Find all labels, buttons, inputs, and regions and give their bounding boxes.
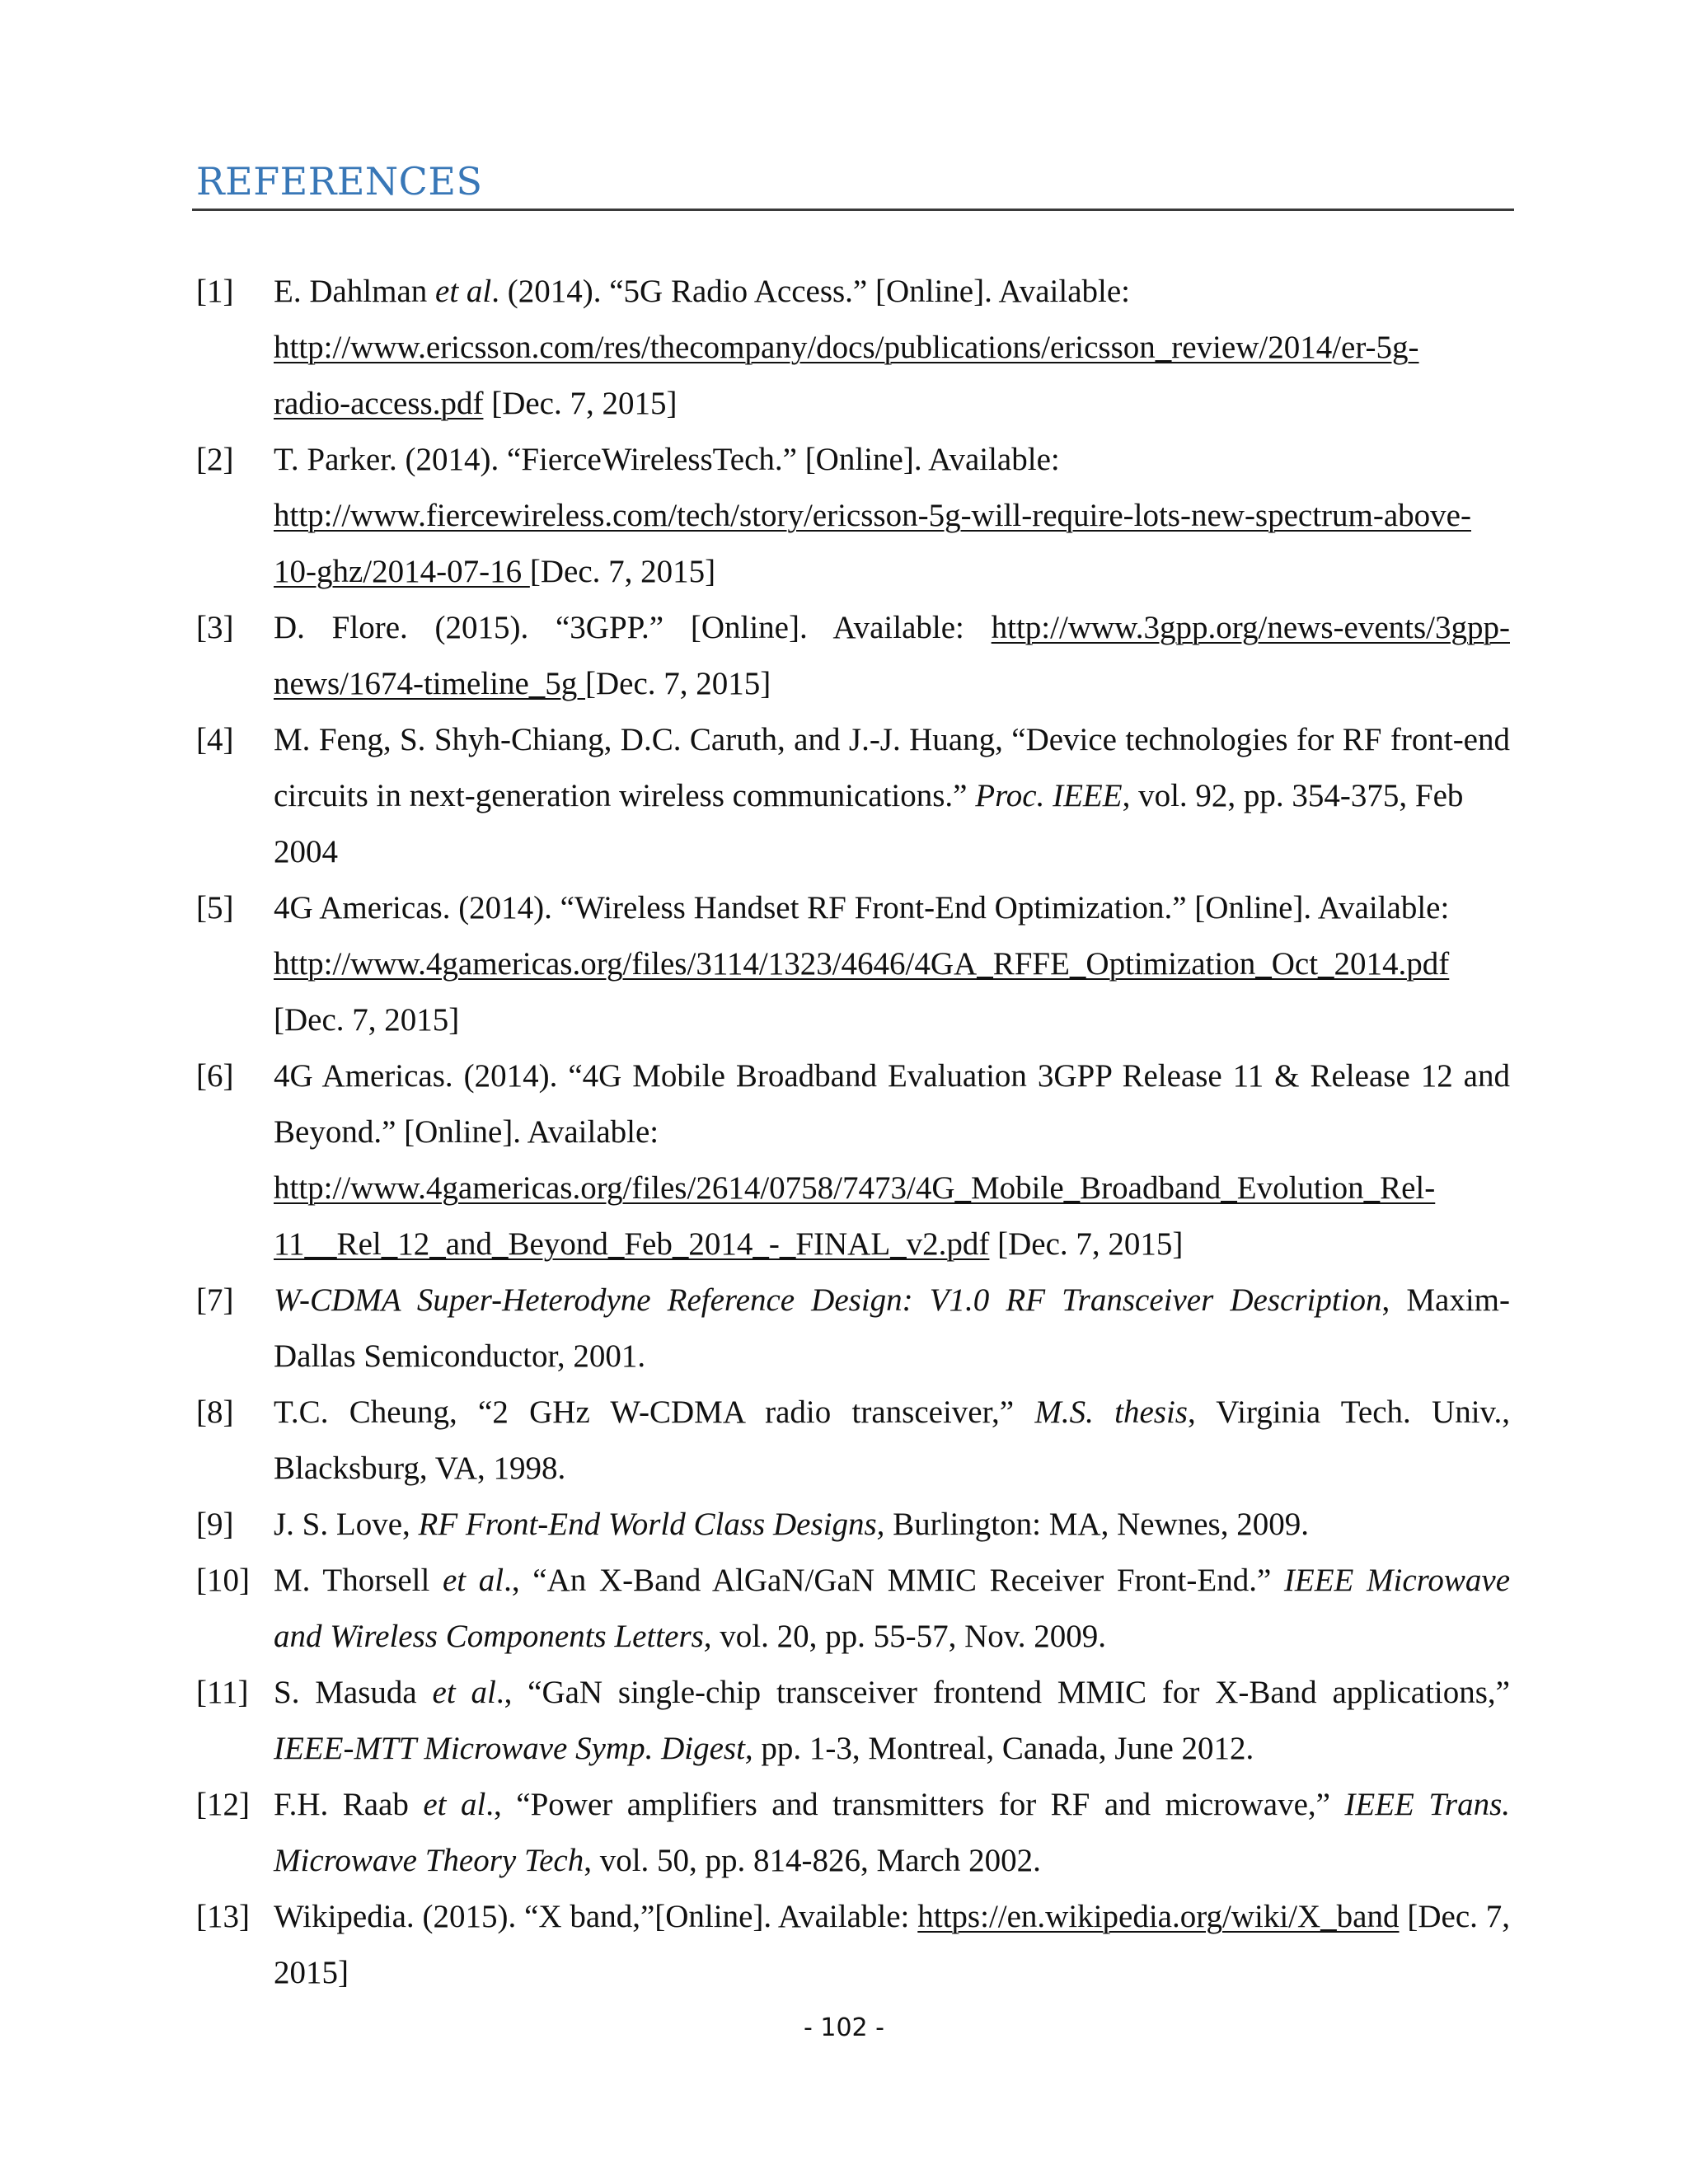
reference-text: T. Parker. (2014). “FierceWirelessTech.” [Online]. Available: http://www.fiercewireless.com/tech/story/ericsson-5g-will-require-lots-new-spectrum-above- 10-ghz/2014-07-16 [Dec. 7, 2015] [274,442,1471,589]
reference-text: W-CDMA Super-Heterodyne Reference Design: V1.0 RF Transceiver Description, Maxim-Dallas Semiconductor, 2001. [274,1282,1510,1374]
reference-item: [3] D. Flore. (2015). “3GPP.” [Online]. Available: http://www.3gpp.org/news-events/3gpp- news/1674-timeline_5g [Dec. 7, 2015] [0,600,1688,712]
reference-item [0,712,1688,880]
reference-text: S. Masuda et al., “GaN single-chip transceiver frontend MMIC for X-Band applications,” IEEE-MTT Microwave Symp. Digest, pp. 1-3, Montreal, Canada, June 2012. [274,1675,1510,1766]
page-heading: REFERENCES [196,159,483,204]
reference-item [0,264,1688,432]
reference-item [0,1385,1688,1497]
reference-link[interactable]: 10-ghz/2014-07-16 [274,554,530,589]
reference-text: Wikipedia. (2015). “X band,”[Online]. Available: https://en.wikipedia.org/wiki/X_band [Dec. 7, 2015] [274,1899,1510,1990]
reference-item [0,1497,1688,1553]
reference-text: D. Flore. (2015). “3GPP.” [Online]. Available: http://www.3gpp.org/news-events/3gpp- [274,610,1510,645]
reference-item [0,1889,1688,2001]
reference-number: [8] [196,1394,234,1430]
reference-text: E. Dahlman et al. (2014). “5G Radio Access.” [Online]. Available: http://www.ericsson.com/res/thecompany/docs/publications/ericsson_review/2014/er-5g- radio-access.pdf [Dec. 7, 2015] [274,274,1419,421]
reference-link[interactable]: radio-access.pdf [274,386,484,421]
reference-text: 4G Americas. (2014). “Wireless Handset RF Front-End Optimization.” [Online]. Available: http://www.4gamericas.org/files/3114/1323/4646/4GA_RFFE_Optimization_Oct_2014.pdf [Dec. 7, 2015] [274,890,1450,1038]
reference-link[interactable]: http://www.4gamericas.org/files/2614/0758/7473/4G_Mobile_Broadband_Evolution_Rel- [274,1170,1436,1206]
reference-text: M. Thorsell et al., “An X-Band AlGaN/GaN MMIC Receiver Front-End.” IEEE Microwave and Wireless Components Letters, vol. 20, pp. 55-57, Nov. 2009. [274,1563,1511,1654]
reference-number: [3] [196,610,234,645]
reference-item [0,880,1688,1048]
reference-item [0,1777,1688,1889]
reference-number: [13] [196,1899,250,1934]
reference-link[interactable]: http://www.3gpp.org/news-events/3gpp- [991,610,1510,645]
reference-item [0,1048,1688,1272]
reference-number: [10] [196,1563,250,1598]
reference-number: [1] [196,274,234,309]
reference-link[interactable]: 11__Rel_12_and_Beyond_Feb_2014_-_FINAL_v2.pdf [274,1226,990,1262]
reference-link[interactable]: http://www.fiercewireless.com/tech/story/ericsson-5g-will-require-lots-new-spectrum-above- [274,498,1471,533]
reference-link[interactable]: news/1674-timeline_5g [274,666,586,701]
reference-text: M. Feng, S. Shyh-Chiang, D.C. Caruth, and J.-J. Huang, “Device technologies for RF front-end circuits in next-generation wireless communications.” Proc. IEEE, vol. 92, pp. 354-375, Feb 2004 [274,722,1510,869]
page-number: - 102 - [804,2013,884,2042]
reference-item [0,1553,1688,1665]
reference-text: T.C. Cheung, “2 GHz W-CDMA radio transceiver,” M.S. thesis, Virginia Tech. Univ., Blacksburg, VA, 1998. [274,1394,1511,1486]
reference-link[interactable]: http://www.ericsson.com/res/thecompany/docs/publications/ericsson_review/2014/er-5g- [274,330,1419,365]
reference-link[interactable]: https://en.wikipedia.org/wiki/X_band [917,1899,1400,1934]
reference-list [0,264,1688,2001]
reference-item [0,432,1688,600]
reference-item [0,1665,1688,1777]
heading-rule [192,209,1514,211]
reference-number: [4] [196,722,234,757]
reference-number: [6] [196,1058,234,1094]
reference-text: J. S. Love, RF Front-End World Class Designs, Burlington: MA, Newnes, 2009. [274,1507,1309,1542]
reference-number: [9] [196,1507,234,1542]
reference-number: [11] [196,1675,249,1710]
reference-number: [2] [196,442,234,477]
reference-item [0,1272,1688,1385]
reference-link[interactable]: http://www.4gamericas.org/files/3114/1323/4646/4GA_RFFE_Optimization_Oct_2014.pdf [274,946,1450,982]
reference-number: [12] [196,1787,250,1822]
reference-text: F.H. Raab et al., “Power amplifiers and transmitters for RF and microwave,” IEEE Trans. Microwave Theory Tech, vol. 50, pp. 814-826, March 2002. [274,1787,1510,1878]
reference-text: 4G Americas. (2014). “4G Mobile Broadband Evaluation 3GPP Release 11 & Release 12 and Beyond.” [Online]. Available: http://www.4gamericas.org/files/2614/0758/7473/4G_Mobile_Broadband_Evolution_Rel- 11__Rel_12_and_Beyond_Feb_2014_-_FINAL_v2.pdf [Dec. 7, 2015] [274,1058,1510,1262]
reference-number: [7] [196,1282,234,1318]
reference-number: [5] [196,890,234,926]
